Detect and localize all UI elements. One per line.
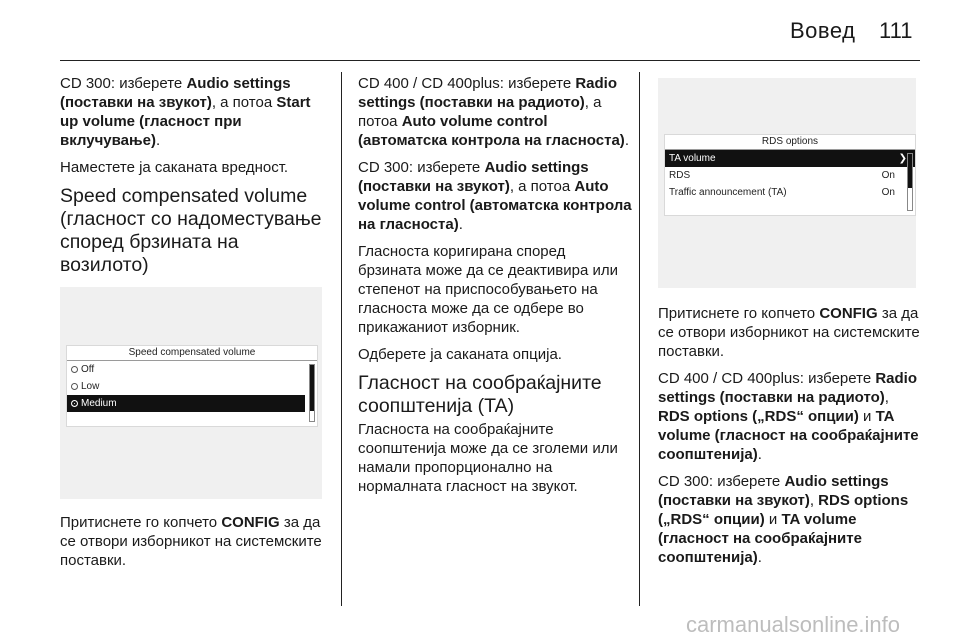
header-section-title: Вовед <box>790 18 856 43</box>
paragraph: Гласноста на сообраќајните соопштенија може да се зголеми или намали пропорционално на нормалната гласност на звукот. <box>358 421 618 495</box>
menu-term: Auto volume control (автоматска контрола на гласноста) <box>358 178 632 233</box>
header-rule <box>60 60 920 61</box>
scrollbar <box>309 364 315 422</box>
row-label: Traffic announcement (TA) <box>669 187 787 198</box>
option-off <box>67 361 317 378</box>
text: CD 300: изберете <box>60 75 187 92</box>
text: . <box>624 132 629 149</box>
option-label: Low <box>81 381 100 392</box>
paragraph <box>358 74 632 150</box>
option-label: Off <box>81 364 95 375</box>
row-ta-volume <box>665 150 915 167</box>
menu-term: RDS options („RDS“ опции) <box>658 408 859 425</box>
paragraph: Наместете ја саканата вредност. <box>60 159 289 176</box>
text: , а потоа <box>509 178 575 195</box>
column-1 <box>60 74 332 578</box>
menu-term: Audio settings (поставки на звукот) <box>658 473 889 509</box>
button-term: CONFIG <box>819 305 878 322</box>
option-medium <box>67 395 305 412</box>
paragraph: Одберете ја саканата опција. <box>358 346 562 363</box>
chevron-right-icon: ❯ <box>898 153 907 164</box>
button-term: CONFIG <box>221 514 280 531</box>
radio-icon <box>71 383 78 390</box>
text: , а потоа <box>358 94 602 130</box>
option-label: Medium <box>81 398 117 409</box>
text: Притиснете го копчето <box>658 305 820 322</box>
paragraph <box>358 158 632 234</box>
menu-term: Start up volume (гласност при вклучување) <box>60 94 311 149</box>
text: за да се отвори изборникот на системските поставки. <box>60 514 322 569</box>
text: CD 400 / CD 400plus: изберете <box>658 370 876 387</box>
row-value: On <box>881 170 895 181</box>
paragraph <box>658 369 920 464</box>
paragraph: Гласноста коригирана според брзината може да се деактивира или степенот на приспособувањето на гласноста може да се одбере во прикажаниот изборник. <box>358 243 618 336</box>
scrollbar-thumb <box>310 365 314 411</box>
text: , <box>809 492 819 509</box>
menu-term: Auto volume control (автоматска контрола на гласноста) <box>358 113 625 149</box>
text: CD 400 / CD 400plus: изберете <box>358 75 576 92</box>
text: за да се отвори изборникот на системските поставки. <box>658 305 920 360</box>
menu-term: TA volume (гласност на сообраќајните соопштенија) <box>658 408 919 463</box>
text: CD 300: изберете <box>658 473 785 490</box>
paragraph <box>658 304 920 361</box>
text: . <box>155 132 161 149</box>
paragraph <box>60 74 332 150</box>
paragraph <box>658 472 920 567</box>
option-low <box>67 378 317 395</box>
scrollbar-thumb <box>908 154 912 188</box>
text: . <box>757 446 762 463</box>
column-separator-1 <box>341 72 342 606</box>
row-label: RDS <box>669 170 691 181</box>
section-heading: Гласност на сообраќајните соопштенија (TA) <box>358 372 602 417</box>
paragraph <box>60 513 332 570</box>
page-number: 111 <box>879 18 913 43</box>
display-screen <box>664 134 916 216</box>
text: , <box>884 389 889 406</box>
screen-title: RDS options <box>665 135 915 150</box>
watermark: carmanualsonline.info <box>686 612 901 637</box>
screenshot-speed-compensated-volume <box>60 287 322 499</box>
scrollbar <box>907 153 913 211</box>
column-2 <box>358 74 632 504</box>
screen-title: Speed compensated volume <box>67 346 317 361</box>
text: . <box>757 549 762 566</box>
menu-term: TA volume (гласност на сообраќајните соопштенија) <box>658 511 862 566</box>
row-label: TA volume <box>669 153 716 164</box>
text: CD 300: изберете <box>358 159 485 176</box>
text: . <box>458 216 463 233</box>
row-traffic-announcement <box>665 184 903 201</box>
text: и <box>764 511 782 528</box>
menu-term: Audio settings (поставки на звукот) <box>358 159 589 195</box>
text: и <box>858 408 876 425</box>
menu-term: Radio settings (поставки на радиото) <box>658 370 917 406</box>
row-rds <box>665 167 903 184</box>
screenshot-rds-options <box>658 78 916 288</box>
menu-term: Radio settings (поставки на радиото) <box>358 75 617 111</box>
menu-term: RDS options („RDS“ опции) <box>658 492 909 528</box>
radio-selected-icon <box>71 400 78 407</box>
display-screen <box>66 345 318 427</box>
text: Притиснете го копчето <box>60 514 222 531</box>
radio-icon <box>71 366 78 373</box>
menu-term: Audio settings (поставки на звукот) <box>60 75 291 111</box>
section-heading: Speed compensated volume (гласност со надоместување според брзината на возилото) <box>60 185 322 276</box>
column-separator-2 <box>639 72 640 606</box>
row-value: On <box>881 187 895 198</box>
text: , а потоа <box>211 94 277 111</box>
column-3 <box>658 74 920 575</box>
